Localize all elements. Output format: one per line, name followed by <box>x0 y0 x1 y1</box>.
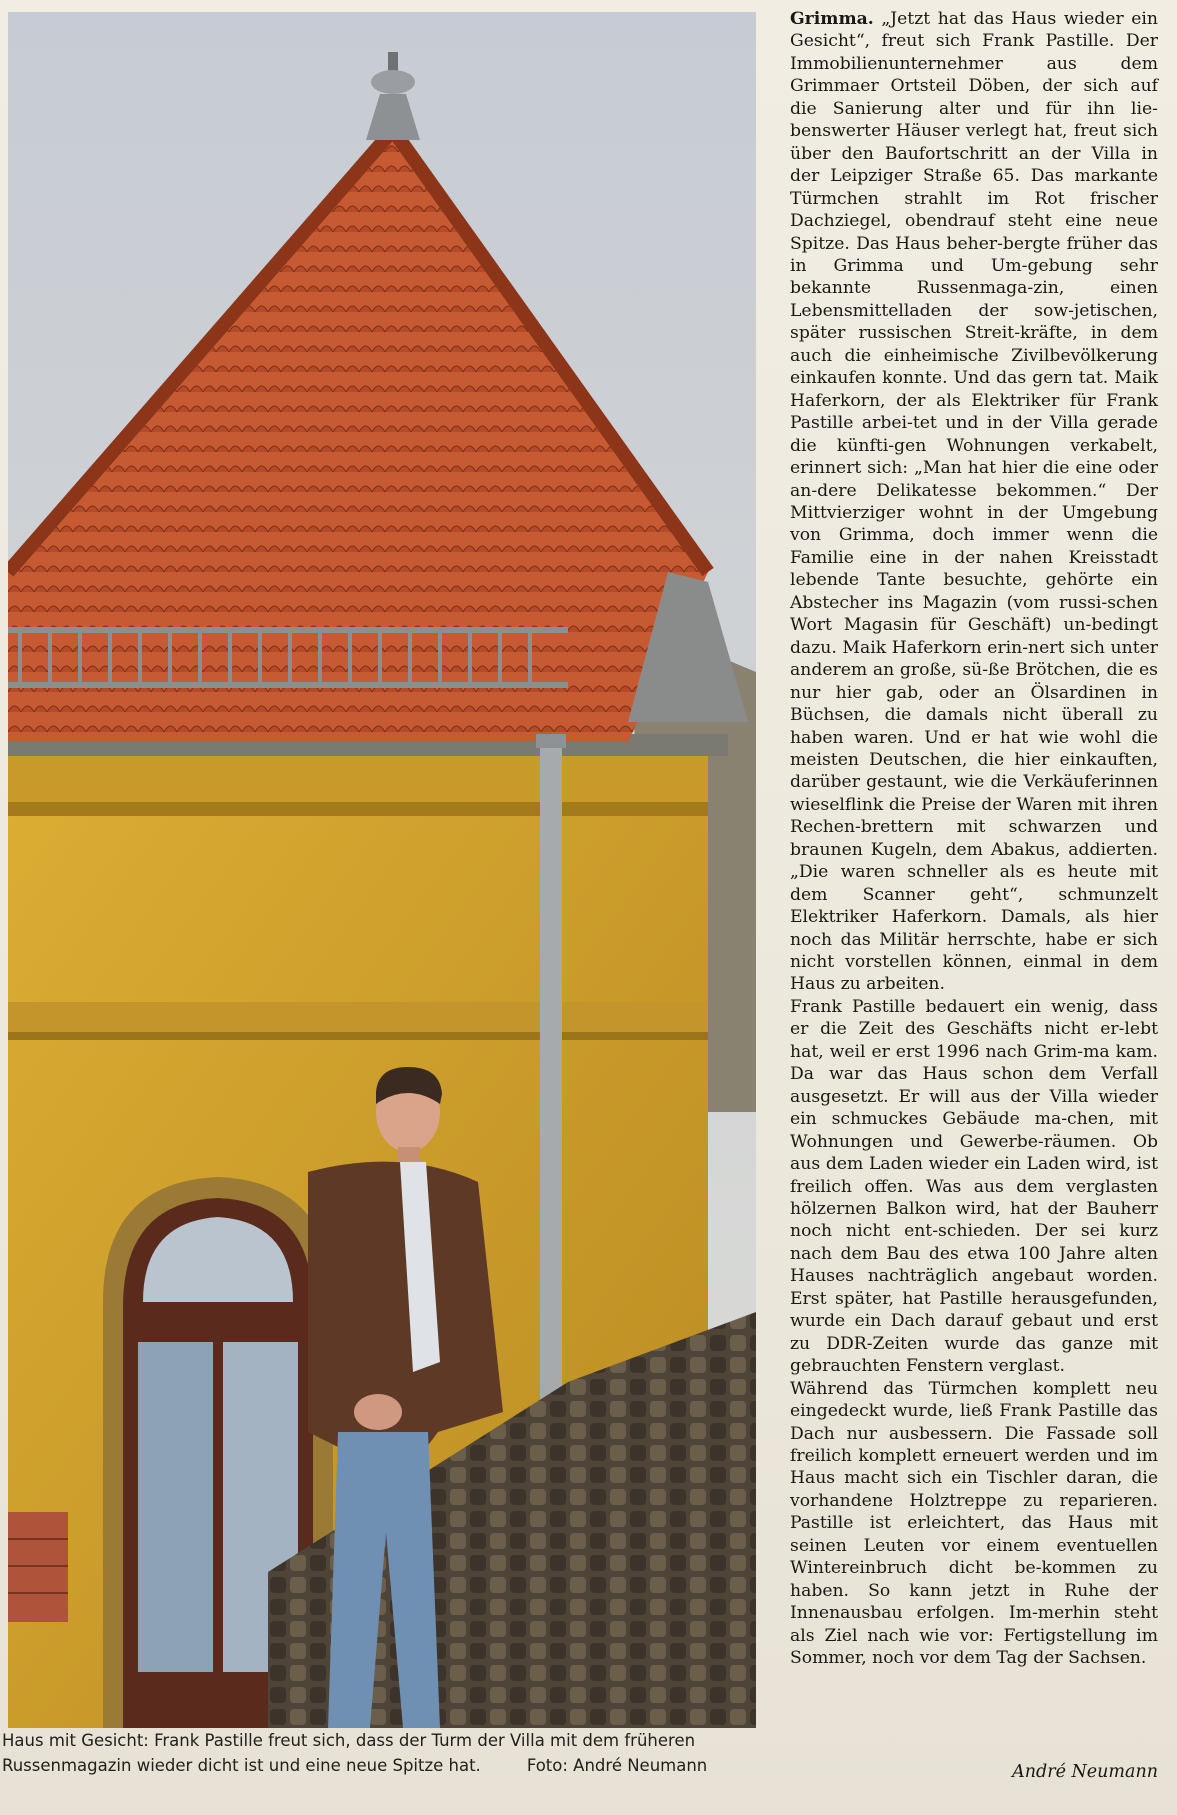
dateline: Grimma. <box>790 9 874 29</box>
villa-tower-illustration <box>8 12 756 1728</box>
photo-caption <box>2 1728 760 1778</box>
caption-text: Haus mit Gesicht: Frank Pastille freut sich, dass der Turm der Villa mit dem früheren Russenmagazin wieder dicht ist und eine neue Spitze hat. <box>2 1731 696 1775</box>
article-paragraph-1 <box>790 8 1158 996</box>
article-paragraph-3: Während das Türmchen komplett neu eingedeckt wurde, ließ Frank Pastille das Dach nur ausbessern. Die Fassade soll freilich komplett erneuert werden und im Haus macht sich ein Tischler daran, die vorhandene Holztreppe zu reparieren. Pastille ist erleichtert, das Haus mit seinen Leuten vor einem eventuellen Wintereinbruch dicht be-kommen zu haben. So kann jetzt in Ruhe der Innenausbau erfolgen. Im-merhin steht als Ziel nach wie vor: Fertigstellung im Sommer, noch vor dem Tag der Sachsen. <box>790 1378 1158 1669</box>
article-photo <box>8 12 756 1728</box>
article-body <box>790 8 1158 1670</box>
paragraph-text: „Jetzt hat das Haus wieder ein Gesicht“, freut sich Frank Pastille. Der Immobilienunternehmer aus dem Grimmaer Ortsteil Döben, der sich auf die Sanierung alter und für ihn lie-benswerter Häuser verlegt hat, freut sich über den Baufortschritt an der Villa in der Leipziger Straße 65. Das markante Türmchen strahlt im Rot frischer Dachziegel, obendrauf steht eine neue Spitze. Das Haus beher-bergte früher das in Grimma und Um-gebung sehr bekannte Russenmaga-zin, einen Lebensmittelladen der sow-jetischen, später russischen Streit-kräfte, in dem auch die einheimische Zivilbevölkerung einkaufen konnte. Und das gern tat. Maik Haferkorn, der als Elektriker für Frank Pastille arbei-tet und in der Villa gerade die künfti-gen Wohnungen verkabelt, erinnert sich: „Man hat hier die eine oder an-dere Delikatesse bekommen.“ Der Mittvierziger wohnt in der Umgebung von Grimma, doch immer wenn die Familie eine in der nahen Kreisstadt lebende Tante besuchte, gehörte ein Abstecher ins Magazin (vom russi-schen Wort Magasin für Geschäft) un-bedingt dazu. Maik Haferkorn erin-nert sich unter anderem an große, sü-ße Brötchen, die es nur hier gab, oder an Ölsardinen in Büchsen, die damals nicht überall zu haben waren. Und er hat wie wohl die meisten Deutschen, die hier einkauften, darüber gestaunt, wie die Verkäuferinnen wieselflink die Preise der Waren mit ihren Rechen-brettern mit schwarzen und braunen Kugeln, dem Abakus, addierten. „Die waren schneller als es heute mit dem Scanner geht“, schmunzelt Elektriker Haferkorn. Damals, als hier noch das Militär herrschte, habe er sich nicht vorstellen können, einmal in dem Haus zu arbeiten. <box>790 9 1158 995</box>
article-paragraph-2: Frank Pastille bedauert ein wenig, dass er die Zeit des Geschäfts nicht er-lebt hat, weil er erst 1996 nach Grim-ma kam. Da war das Haus schon dem Verfall ausgesetzt. Er will aus der Villa wieder ein schmuckes Gebäude ma-chen, mit Wohnungen und Gewerbe-räumen. Ob aus dem Laden wieder ein Laden wird, ist freilich offen. Was aus dem verglasten hölzernen Balkon wird, hat der Bauherr noch nicht ent-schieden. Der sei kurz nach dem Bau des etwa 100 Jahre alten Hauses nachträglich angebaut worden. Erst später, hat Pastille herausgefunden, wurde ein Dach darauf gebaut und erst zu DDR-Zeiten wurde das ganze mit gebrauchten Fenstern verglast. <box>790 996 1158 1377</box>
photo-credit: Foto: André Neumann <box>526 1756 708 1775</box>
author-byline: André Neumann <box>1012 1762 1158 1782</box>
